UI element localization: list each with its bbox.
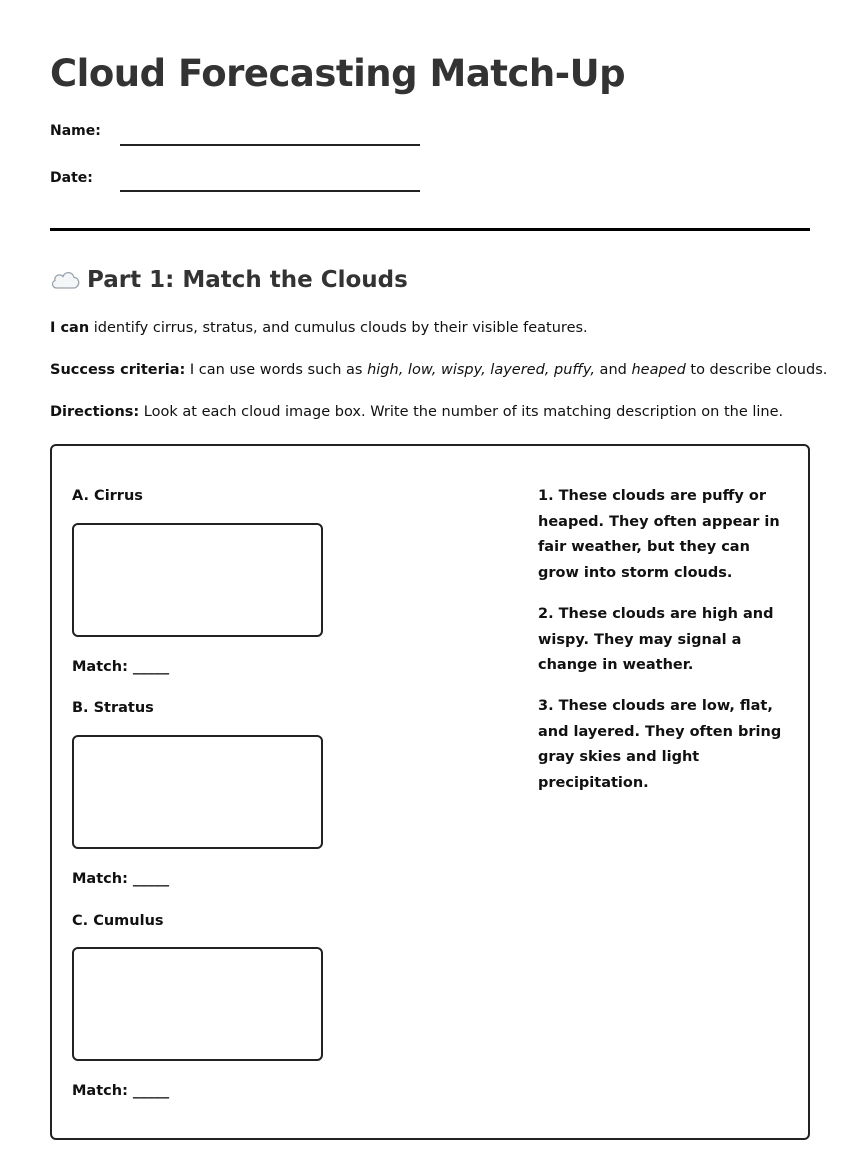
cloud-image-box-cirrus xyxy=(72,523,323,637)
cloud-label-stratus: B. Stratus xyxy=(72,700,154,716)
success-criteria xyxy=(50,360,828,380)
date-field xyxy=(50,169,470,199)
i-can-statement xyxy=(50,318,810,338)
i-can-text: identify cirrus, stratus, and cumulus clouds by their visible features. xyxy=(89,320,588,336)
success-label: Success criteria: xyxy=(50,362,186,378)
name-field xyxy=(50,122,470,152)
description-list xyxy=(538,484,794,812)
page-title: Cloud Forecasting Match-Up xyxy=(50,52,626,95)
section-heading xyxy=(50,265,408,295)
date-label: Date: xyxy=(50,170,93,186)
success-last-word: heaped xyxy=(631,362,686,378)
success-words: high, low, wispy, layered, puffy, xyxy=(367,362,595,378)
match-line-cumulus[interactable]: Match: _____ xyxy=(72,1083,170,1099)
directions-label: Directions: xyxy=(50,404,140,420)
match-line-stratus[interactable]: Match: _____ xyxy=(72,871,170,887)
header-divider xyxy=(50,228,810,231)
directions xyxy=(50,402,810,422)
match-line-cirrus[interactable]: Match: _____ xyxy=(72,659,170,675)
directions-text: Look at each cloud image box. Write the number of its matching description on the line. xyxy=(139,404,784,420)
success-text-before: I can use words such as xyxy=(185,362,368,378)
description-3: 3. These clouds are low, flat, and layered. They often bring gray skies and light precipitation. xyxy=(538,697,782,792)
name-line[interactable] xyxy=(120,144,420,146)
cloud-image-box-stratus xyxy=(72,735,323,849)
i-can-label: I can xyxy=(50,320,90,336)
cloud-label-cirrus: A. Cirrus xyxy=(72,488,143,504)
success-text-after: to describe clouds. xyxy=(685,362,828,378)
description-1: 1. These clouds are puffy or heaped. They often appear in fair weather, but they can grow into storm clouds. xyxy=(538,488,780,582)
section-heading-text: Part 1: Match the Clouds xyxy=(87,267,408,293)
name-label: Name: xyxy=(50,123,101,139)
cloud-image-box-cumulus xyxy=(72,947,323,1061)
cloud-label-cumulus: C. Cumulus xyxy=(72,913,164,929)
description-2: 2. These clouds are high and wispy. They may signal a change in weather. xyxy=(538,605,774,674)
matching-box xyxy=(50,444,810,1140)
cloud-icon xyxy=(50,268,80,290)
date-line[interactable] xyxy=(120,190,420,192)
success-and: and xyxy=(594,362,632,378)
